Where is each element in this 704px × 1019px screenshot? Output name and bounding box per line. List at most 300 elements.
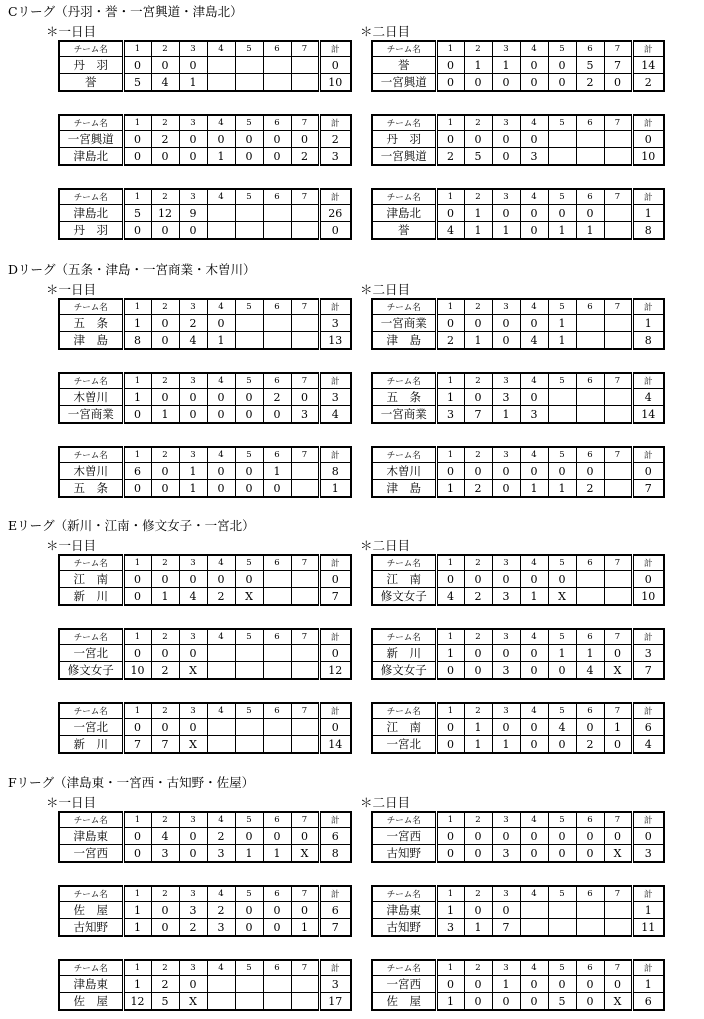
team-name: 木曽川 (59, 389, 123, 406)
inning-score: 0 (207, 480, 235, 498)
header-inning: 4 (520, 299, 548, 315)
inning-score: 0 (492, 993, 520, 1011)
header-team: チーム名 (59, 115, 123, 131)
inning-score (576, 571, 604, 588)
total-score: 4 (632, 736, 664, 754)
inning-score: 0 (520, 645, 548, 662)
inning-score (291, 315, 319, 332)
inning-score: 0 (207, 406, 235, 424)
scoreboard-table (58, 372, 352, 424)
inning-score: 1 (179, 74, 207, 92)
inning-score: 2 (436, 332, 464, 350)
header-inning: 7 (291, 189, 319, 205)
header-total: 計 (319, 886, 351, 902)
header-total: 計 (632, 629, 664, 645)
inning-score: 2 (576, 74, 604, 92)
inning-score: 0 (436, 205, 464, 222)
total-score: 1 (632, 976, 664, 993)
header-inning: 5 (548, 812, 576, 828)
inning-score: 0 (492, 902, 520, 919)
inning-score (207, 719, 235, 736)
header-inning: 2 (464, 960, 492, 976)
total-score: 17 (319, 993, 351, 1011)
inning-score: 2 (207, 902, 235, 919)
inning-score: 0 (492, 571, 520, 588)
header-inning: 5 (235, 447, 263, 463)
header-team: チーム名 (59, 447, 123, 463)
header-inning: 5 (548, 189, 576, 205)
inning-score: 1 (464, 222, 492, 240)
header-inning: 2 (464, 373, 492, 389)
inning-score: 12 (151, 205, 179, 222)
inning-score: 0 (436, 315, 464, 332)
header-inning: 7 (291, 960, 319, 976)
inning-score: 3 (436, 406, 464, 424)
inning-score: 0 (436, 57, 464, 74)
team-row (372, 571, 664, 588)
inning-score (604, 148, 632, 166)
header-inning: 6 (263, 447, 291, 463)
inning-score (548, 148, 576, 166)
inning-score: 3 (207, 919, 235, 937)
header-inning: 4 (207, 960, 235, 976)
team-name: 修文女子 (59, 662, 123, 680)
inning-score: 1 (123, 919, 151, 937)
header-team: チーム名 (59, 960, 123, 976)
header-inning: 5 (548, 373, 576, 389)
team-name: 誉 (372, 57, 436, 74)
total-score: 14 (632, 57, 664, 74)
inning-score: 4 (436, 222, 464, 240)
header-inning: 4 (207, 115, 235, 131)
scoreboard-table (371, 885, 665, 937)
inning-score: 0 (151, 571, 179, 588)
inning-score: 7 (151, 736, 179, 754)
inning-score: 0 (520, 131, 548, 148)
inning-score (604, 463, 632, 480)
total-score: 0 (632, 571, 664, 588)
total-score: 26 (319, 205, 351, 222)
inning-score: 0 (520, 736, 548, 754)
total-score: 11 (632, 919, 664, 937)
inning-score: 0 (263, 148, 291, 166)
inning-score: 3 (151, 845, 179, 863)
header-inning: 5 (548, 703, 576, 719)
header-inning: 1 (123, 41, 151, 57)
inning-score (520, 919, 548, 937)
inning-score: 7 (464, 406, 492, 424)
inning-score: 0 (123, 588, 151, 606)
inning-score (235, 315, 263, 332)
inning-score: 1 (436, 993, 464, 1011)
inning-score: 0 (151, 57, 179, 74)
team-name: 古知野 (372, 919, 436, 937)
inning-score: 0 (179, 148, 207, 166)
inning-score (604, 588, 632, 606)
header-inning: 2 (151, 960, 179, 976)
inning-score: 0 (123, 845, 151, 863)
team-name: 古知野 (59, 919, 123, 937)
scoreboard-table (58, 702, 352, 754)
inning-score: 4 (151, 74, 179, 92)
header-inning: 5 (235, 115, 263, 131)
scoreboard-table (371, 114, 665, 166)
header-inning: 6 (576, 886, 604, 902)
inning-score: 0 (291, 131, 319, 148)
inning-score: 0 (464, 571, 492, 588)
header-total: 計 (319, 960, 351, 976)
inning-score: 0 (291, 902, 319, 919)
total-score: 10 (632, 148, 664, 166)
inning-score: 0 (235, 919, 263, 937)
inning-score (291, 222, 319, 240)
header-inning: 6 (576, 299, 604, 315)
total-score: 0 (319, 719, 351, 736)
inning-score (604, 919, 632, 937)
inning-score (207, 74, 235, 92)
header-team: チーム名 (59, 812, 123, 828)
inning-score: 1 (436, 645, 464, 662)
header-inning: 3 (492, 886, 520, 902)
inning-score: 1 (123, 976, 151, 993)
inning-score: 0 (436, 662, 464, 680)
team-name: 修文女子 (372, 588, 436, 606)
inning-score: 0 (548, 571, 576, 588)
header-team: チーム名 (372, 886, 436, 902)
inning-score: 2 (179, 315, 207, 332)
header-inning: 2 (464, 703, 492, 719)
header-inning: 1 (436, 960, 464, 976)
league-title: Fリーグ（津島東・一宮西・古知野・佐屋） (8, 775, 255, 790)
header-inning: 4 (207, 299, 235, 315)
header-inning: 3 (492, 555, 520, 571)
inning-score: 0 (436, 976, 464, 993)
team-name: 丹 羽 (372, 131, 436, 148)
team-name: 丹 羽 (59, 222, 123, 240)
total-score: 4 (632, 389, 664, 406)
team-name: 津島東 (59, 976, 123, 993)
header-total: 計 (632, 960, 664, 976)
header-inning: 4 (207, 447, 235, 463)
inning-score (604, 205, 632, 222)
inning-score: 0 (235, 463, 263, 480)
inning-score: 0 (436, 571, 464, 588)
team-name: 誉 (59, 74, 123, 92)
inning-score: 0 (576, 719, 604, 736)
inning-score (548, 919, 576, 937)
inning-score: 0 (520, 222, 548, 240)
header-inning: 1 (436, 189, 464, 205)
inning-score: 5 (576, 57, 604, 74)
header-row (59, 629, 351, 645)
inning-score: 2 (576, 480, 604, 498)
inning-score (604, 406, 632, 424)
inning-score: 1 (207, 148, 235, 166)
inning-score (235, 736, 263, 754)
inning-score: 0 (179, 976, 207, 993)
inning-score: 2 (464, 588, 492, 606)
inning-score: 3 (179, 902, 207, 919)
inning-score: 0 (604, 828, 632, 845)
inning-score (207, 205, 235, 222)
inning-score: 0 (492, 131, 520, 148)
header-inning: 7 (604, 41, 632, 57)
total-score: 14 (632, 406, 664, 424)
header-inning: 7 (291, 703, 319, 719)
inning-score (291, 57, 319, 74)
inning-score: 0 (123, 406, 151, 424)
inning-score: 0 (263, 902, 291, 919)
inning-score: 0 (207, 463, 235, 480)
header-inning: 3 (492, 299, 520, 315)
inning-score: 2 (464, 480, 492, 498)
inning-score: 0 (520, 719, 548, 736)
header-total: 計 (319, 189, 351, 205)
team-name: 江 南 (372, 719, 436, 736)
header-inning: 6 (576, 812, 604, 828)
inning-score: 0 (291, 828, 319, 845)
header-inning: 4 (520, 703, 548, 719)
header-inning: 4 (520, 189, 548, 205)
inning-score (263, 315, 291, 332)
scoreboard-table (58, 628, 352, 680)
inning-score: 0 (151, 148, 179, 166)
header-inning: 1 (436, 447, 464, 463)
header-row (59, 115, 351, 131)
team-name: 一宮商業 (372, 315, 436, 332)
inning-score: 3 (207, 845, 235, 863)
inning-score: 0 (464, 131, 492, 148)
inning-score: 3 (520, 148, 548, 166)
team-name: 津島北 (59, 205, 123, 222)
header-inning: 2 (151, 629, 179, 645)
header-inning: 2 (464, 886, 492, 902)
header-row (59, 703, 351, 719)
total-score: 10 (632, 588, 664, 606)
inning-score: 0 (520, 57, 548, 74)
header-row (372, 373, 664, 389)
header-row (372, 447, 664, 463)
total-score: 12 (319, 662, 351, 680)
inning-score: 0 (548, 662, 576, 680)
total-score: 1 (632, 315, 664, 332)
header-inning: 7 (291, 555, 319, 571)
scoreboard-table (58, 811, 352, 863)
header-inning: 2 (464, 41, 492, 57)
inning-score: 1 (492, 222, 520, 240)
header-inning: 6 (576, 41, 604, 57)
inning-score (263, 993, 291, 1011)
header-inning: 1 (123, 555, 151, 571)
header-inning: 4 (520, 960, 548, 976)
inning-score: 0 (520, 662, 548, 680)
header-inning: 1 (123, 886, 151, 902)
team-name: 津島東 (372, 902, 436, 919)
header-team: チーム名 (59, 299, 123, 315)
header-row (372, 189, 664, 205)
total-score: 6 (319, 902, 351, 919)
header-inning: 4 (207, 373, 235, 389)
header-inning: 4 (520, 629, 548, 645)
header-inning: 7 (604, 812, 632, 828)
inning-score: 1 (123, 902, 151, 919)
inning-score: 4 (548, 719, 576, 736)
inning-score (263, 588, 291, 606)
inning-score (207, 645, 235, 662)
inning-score: 0 (436, 74, 464, 92)
header-inning: 7 (604, 886, 632, 902)
team-row (372, 205, 664, 222)
inning-score (263, 719, 291, 736)
total-score: 0 (319, 57, 351, 74)
header-inning: 5 (235, 373, 263, 389)
inning-score: 0 (464, 645, 492, 662)
team-row (372, 976, 664, 993)
inning-score (235, 57, 263, 74)
inning-score: 1 (548, 315, 576, 332)
team-name: 一宮西 (372, 828, 436, 845)
header-inning: 6 (263, 115, 291, 131)
header-inning: 4 (207, 41, 235, 57)
header-total: 計 (319, 41, 351, 57)
scoreboard-table (371, 298, 665, 350)
header-row (372, 703, 664, 719)
header-inning: 3 (492, 812, 520, 828)
header-team: チーム名 (372, 115, 436, 131)
inning-score (207, 57, 235, 74)
inning-score (291, 719, 319, 736)
inning-score: 0 (235, 902, 263, 919)
inning-score: 6 (123, 463, 151, 480)
inning-score: 1 (464, 719, 492, 736)
header-inning: 4 (520, 555, 548, 571)
inning-score: 0 (151, 332, 179, 350)
inning-score: 0 (548, 845, 576, 863)
header-inning: 3 (179, 960, 207, 976)
inning-score: 0 (179, 406, 207, 424)
inning-score (291, 976, 319, 993)
inning-score: X (235, 588, 263, 606)
total-score: 7 (632, 662, 664, 680)
inning-score (235, 222, 263, 240)
team-name: 古知野 (372, 845, 436, 863)
scoreboard-table (371, 959, 665, 1011)
header-inning: 3 (179, 373, 207, 389)
inning-score: 4 (151, 828, 179, 845)
league-title: Cリーグ（丹羽・誉・一宮興道・津島北） (8, 4, 243, 19)
header-inning: 4 (207, 886, 235, 902)
inning-score (263, 736, 291, 754)
header-inning: 6 (263, 555, 291, 571)
inning-score (548, 131, 576, 148)
header-inning: 1 (436, 812, 464, 828)
header-inning: 6 (576, 189, 604, 205)
header-inning: 6 (263, 886, 291, 902)
header-inning: 2 (151, 41, 179, 57)
inning-score: 0 (123, 148, 151, 166)
total-score: 3 (319, 148, 351, 166)
league-title: Eリーグ（新川・江南・修文女子・一宮北） (8, 518, 255, 533)
team-name: 一宮北 (372, 736, 436, 754)
total-score: 6 (319, 828, 351, 845)
team-name: 誉 (372, 222, 436, 240)
inning-score (235, 645, 263, 662)
inning-score: 0 (492, 463, 520, 480)
header-total: 計 (319, 703, 351, 719)
team-row (59, 645, 351, 662)
inning-score: 1 (464, 919, 492, 937)
header-inning: 3 (179, 41, 207, 57)
inning-score: X (179, 993, 207, 1011)
inning-score (291, 205, 319, 222)
team-name: 五 条 (372, 389, 436, 406)
team-row (372, 736, 664, 754)
header-total: 計 (632, 189, 664, 205)
total-score: 2 (632, 74, 664, 92)
header-total: 計 (319, 629, 351, 645)
inning-score: 2 (291, 148, 319, 166)
header-inning: 7 (291, 115, 319, 131)
inning-score: 0 (492, 828, 520, 845)
header-inning: 1 (436, 115, 464, 131)
inning-score: 2 (207, 588, 235, 606)
inning-score (604, 315, 632, 332)
inning-score: 0 (179, 131, 207, 148)
header-inning: 7 (604, 447, 632, 463)
team-row (59, 736, 351, 754)
inning-score: 7 (492, 919, 520, 937)
inning-score: 0 (520, 993, 548, 1011)
header-inning: 2 (464, 115, 492, 131)
inning-score: 8 (123, 332, 151, 350)
inning-score (291, 74, 319, 92)
header-inning: 4 (520, 812, 548, 828)
inning-score: 0 (436, 828, 464, 845)
inning-score: 0 (207, 389, 235, 406)
scoreboard-table (58, 114, 352, 166)
header-inning: 5 (548, 960, 576, 976)
inning-score: 1 (576, 645, 604, 662)
header-inning: 6 (576, 960, 604, 976)
inning-score: 1 (179, 480, 207, 498)
header-inning: 2 (151, 812, 179, 828)
header-inning: 4 (207, 189, 235, 205)
total-score: 6 (632, 719, 664, 736)
inning-score: 2 (179, 919, 207, 937)
header-total: 計 (319, 299, 351, 315)
header-inning: 5 (235, 703, 263, 719)
inning-score (263, 645, 291, 662)
header-inning: 1 (436, 555, 464, 571)
team-row (59, 315, 351, 332)
inning-score: 1 (123, 315, 151, 332)
header-total: 計 (632, 703, 664, 719)
inning-score: 10 (123, 662, 151, 680)
inning-score: 0 (604, 645, 632, 662)
inning-score: 5 (123, 74, 151, 92)
header-team: チーム名 (372, 447, 436, 463)
inning-score: 0 (263, 406, 291, 424)
inning-score: 1 (235, 845, 263, 863)
header-inning: 4 (520, 373, 548, 389)
header-inning: 7 (291, 41, 319, 57)
total-score: 1 (632, 205, 664, 222)
total-score: 10 (319, 74, 351, 92)
team-name: 一宮興道 (372, 74, 436, 92)
inning-score: 0 (235, 406, 263, 424)
inning-score: 0 (123, 645, 151, 662)
inning-score: 0 (492, 332, 520, 350)
